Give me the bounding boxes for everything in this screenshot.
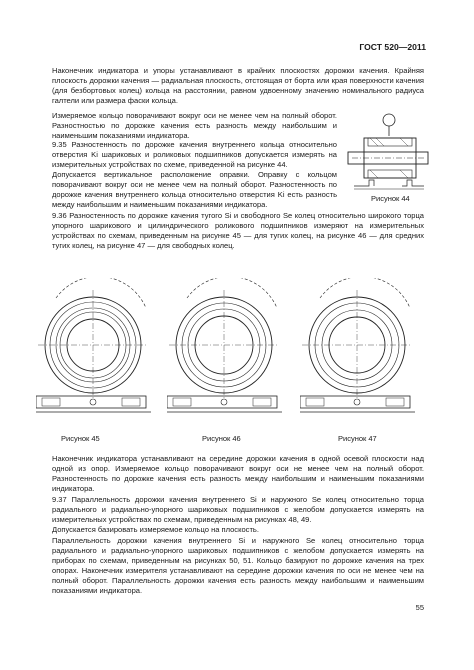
figure-47-caption: Рисунок 47: [338, 434, 377, 443]
paragraph-indicator-tip: Наконечник индикатора и упоры устанавливают в крайних плоскостях дорожки качения. Крайняя плоскость дорожки качения — радиальная плоскость, отстоящая от борта или края поверхности качения (для безбортовых колец) кольца на расстоянии, равном удвоенному значению номинального радиуса галтели или размера фаски кольца.: [52, 66, 424, 106]
paragraph-9-36: 9.36 Разностенность по дорожке качения тугого Si и свободного Se колец относительно широкого торца упорного шарикового и цилиндрического роликового подшипников измеряют на измерительных устройствах по схемам, приведенным на рисунке 45 — для тугих колец, на рисунке 46 — для средних тугих колец, на рисунке 47 — для свободных колец.: [52, 211, 424, 251]
paragraph-9-37: 9.37 Параллельность дорожки качения внутреннего Si и наружного Se колец относительно торца радиального и радиально-упорного шариковых подшипников с желобом допускается измерять на измерительных устройствах по схемам, приведенным на рисунках 48, 49.: [52, 495, 424, 525]
paragraph-vertical-mandrel: Допускается вертикальное расположение оправки. Оправку с кольцом поворачивают вокруг оси не менее чем на полный оборот. Разностенность по дорожке качения внутреннего кольца относительно отверстия Ki есть разность между наибольшим и наименьшим показаниями индикатора.: [52, 170, 337, 210]
page-number: 55: [415, 603, 424, 612]
paragraph-base-plane: Допускается базировать измеряемое кольцо на плоскость.: [52, 525, 259, 534]
paragraph-parallelism-instruments: Параллельность дорожки качения внутреннего Si и наружного Se колец относительно торца радиального и радиально-упорного шариковых подшипников с желобом допускается измерять на приборах по схемам, приведенным на рисунках 50, 51. Кольцо базируют по дорожке качения на трех опорах. Наконечник измерителя устанавливают на середине дорожки качения по оси не менее чем на полный оборот. Параллельность дорожки качения есть разность между наибольшим и наименьшим показаниями индикатора.: [52, 536, 424, 596]
figure-45-drawing: [36, 278, 156, 418]
figure-44-drawing: [344, 108, 432, 192]
figure-46-drawing: [167, 278, 287, 418]
paragraph-indicator-middle: Наконечник индикатора устанавливают на середине дорожки качения в одной осевой плоскости над одной из опор. Измеряемое кольцо поворачивают вокруг оси не менее чем на полный оборот. Разностенность по дорожке качения есть разность между наибольшим и наименьшим показаниями индикатора.: [52, 454, 424, 494]
figure-47-drawing: [300, 278, 420, 418]
paragraph-9-35: 9.35 Разностенность по дорожке качения внутреннего кольца относительно отверстия Ki шариковых и роликовых подшипников допускается измерять на измерительных устройствах по схеме, приведенной на рисунке 44.: [52, 140, 337, 170]
standard-header: ГОСТ 520—2011: [359, 42, 426, 52]
figure-45-caption: Рисунок 45: [61, 434, 100, 443]
paragraph-rotate-ring: Измеряемое кольцо поворачивают вокруг оси не менее чем на полный оборот. Разностностью по дорожке качения есть разность между наибольшим и наименьшим показаниями индикатора.: [52, 111, 337, 141]
figure-46-caption: Рисунок 46: [202, 434, 241, 443]
figure-44-caption: Рисунок 44: [371, 194, 410, 203]
